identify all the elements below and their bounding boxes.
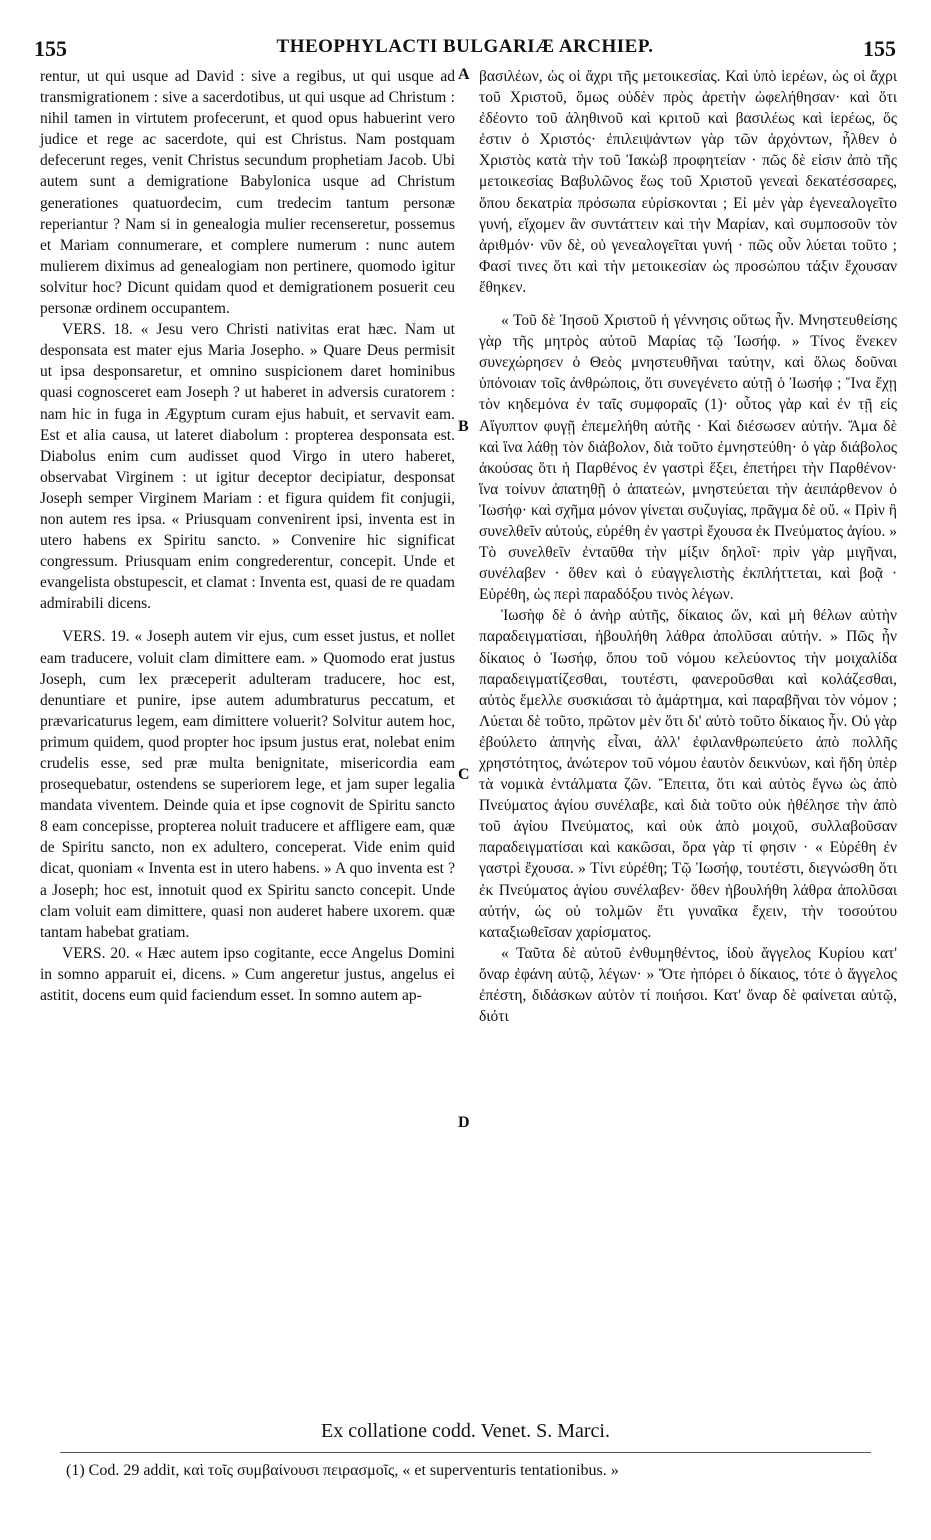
running-title: THEOPHYLACTI BULGARIÆ ARCHIEP. bbox=[276, 36, 654, 57]
latin-paragraph: VERS. 18. « Jesu vero Christi nativitas erat hæc. Nam ut desponsata est mater ejus Maria Josepho. » Quare Deus permisit ut ipsa desponsaretur, et omnino suspicionem daret hominibus quasi cognosceret eam Joseph ? ut haberet in adversis curatorem : nam hic in fuga in Ægyptum curam ejus habuit, et servavit eam. Est et alia causa, ut lateret diabolum : propterea desponsata est. Diabolus enim cum audisset quod Virgo in utero haberet, observabat Virginem : ut igitur deceptor decipiatur, desponsat Joseph semper Virginem Mariam : et figura quidem fit conjugii, non autem res ipsa. « Priusquam convenirent ipsi, inventa est in utero habens ex Spiritu sancto. » Convenire hic significat congressum. Priusquam enim congrederentur, concepit. Unde et evangelista obstupescit, et clamat : Inventa est, quasi de re quadam admirabili dicens. bbox=[40, 321, 455, 613]
collation-note: Ex collatione codd. Venet. S. Marci. bbox=[320, 1420, 610, 1442]
greek-paragraph: « Ταῦτα δὲ αὐτοῦ ἐνθυμηθέντος, ἰδοὺ ἄγγελος Κυρίου κατ' ὄναρ ἐφάνη αὐτῷ, λέγων· » Ὅτε ἠπόρει ὁ δίκαιος, τότε ὁ ἄγγελος ἐπέστη, διδάσκων αὐτὸν τί ποιήσοι. Κατ' ὄναρ δὲ φαίνεται αὐτῷ, διότι bbox=[479, 944, 897, 1026]
greek-paragraph: Ἰωσὴφ δὲ ὁ ἀνὴρ αὐτῆς, δίκαιος ὤν, καὶ μὴ θέλων αὐτὴν παραδειγματίσαι, ἠβουλήθη λάθρα ἀπολῦσαι αὐτήν. » Πῶς ἦν δίκαιος ὁ Ἰωσήφ, ὅπου τοῦ νόμου κελεύοντος τὴν μοιχαλίδα παραδειγματίζεσθαι, τουτέστι, φανεροῦσθαι καὶ κολάζεσθαι, αὐτὸς ἔμελλε συσκιάσαι τὸ ἁμάρτημα, καὶ παραβῆναι τὸν νόμον ; Λύεται δὲ τοῦτο, πρῶτον μὲν ὅτι δι' αὐτὸ τοῦτο δίκαιος ἦν. Οὐ γὰρ ἐβούλετο ἀπηνὴς εἶναι, ἀλλ' ἐφιλανθρωπεύετο ἀπὸ πολλῆς χρηστότητος, ἀνώτερον τοῦ νόμου ἑαυτὸν δεικνύων, καὶ ἤδη ὑπὲρ τὰ νομικὰ ἐντάλματα ζῶν. Ἔπειτα, ὅτι καὶ αὐτὸς ἔγνω ὡς ἀπὸ Πνεύματος ἁγίου συνέλαβε, καὶ διὰ τοῦτο οὐκ ἠθέλησε τὴν ἀπὸ τοῦ ἁγίου Πνεύματος, καὶ οὐκ ἀπὸ μοιχοῦ, συλλαβοῦσαν παραδειγματίσαι καὶ κακῶσαι, ὅρα γὰρ τί φησιν · « Εὑρέθη ἐν γαστρὶ ἔχουσα. » Τίνι εὑρέθη; Τῷ Ἰωσήφ, τουτέστι, διεγνώσθη ὅτι ἐκ Πνεύματος ἁγίου συνέλαβεν· ὅθεν ἠβουλήθη λάθρα ἀπολῦσαι αὐτήν, ὡς οὐ τολμῶν ἔτι γυναῖκα ἔχειν, τὴν τοσούτου καταξιωθεῖσαν χαρίσματος. bbox=[479, 607, 897, 941]
latin-paragraph: VERS. 20. « Hæc autem ipso cogitante, ecce Angelus Domini in somno apparuit ei, dicens. » Cum angeretur justus, angelus ei astitit, docens eum quid faciendum esset. In somno autem ap- bbox=[40, 944, 455, 1005]
page-number-right: 155 bbox=[863, 36, 896, 61]
margin-marker-b: B bbox=[458, 418, 469, 435]
margin-marker-d: D bbox=[458, 1114, 470, 1131]
footnote: (1) Cod. 29 addit, καὶ τοῖς συμβαίνουσι πειρασμοῖς, « et superventuris tentationibus. » bbox=[66, 1462, 619, 1479]
latin-column bbox=[40, 66, 455, 1006]
greek-paragraph: « Τοῦ δὲ Ἰησοῦ Χριστοῦ ἡ γέννησις οὕτως ἦν. Μνηστευθείσης γὰρ τῆς μητρὸς αὐτοῦ Μαρίας τῷ Ἰωσήφ. » Τίνος ἕνεκεν συνεχώρησεν ὁ Θεὸς μνηστευθῆναι ταύτην, καὶ ὅλως δοῦναι ὑπόνοιαν τοῖς ἀνθρώποις, ὅτι συνεγένετο αὐτῇ ὁ Ἰωσήφ ; Ἵνα ἔχῃ τὸν κηδεμόνα ἐν ταῖς συμφοραῖς (1)· οὗτος γὰρ καὶ ἐν τῇ εἰς Αἴγυπτον φυγῇ ἐπεμελήθη αὐτῆς · Καὶ διέσωσεν αὐτήν. Ἅμα δὲ καὶ ἵνα λάθῃ τὸν διάβολον, διὰ τοῦτο ἐμνηστεύθη· ὁ γὰρ διάβολος ἀκούσας ὅτι ἡ Παρθένος ἐν γαστρὶ ἕξει, ἐπετήρει τὴν Παρθένον· ἵνα τοίνυν ἀπατηθῇ ὁ ἀπατεών, μνηστεύεται τὴν ἀειπάρθενον ὁ Ἰωσήφ· καὶ σχῆμα μόνον γίνεται συζυγίας, πρᾶγμα δὲ οὔ. « Πρὶν ἢ συνελθεῖν αὐτούς, εὑρέθη ἐν γαστρὶ ἔχουσα ἐκ Πνεύματος ἁγίου. » Τὸ συνελθεῖν ἐνταῦθα τὴν μίξιν δηλοῖ· πρὶν γὰρ μιγῆναι, συνέλαβεν · ὅθεν καὶ ὁ εὐαγγελιστὴς ἐκπλήττεται, καὶ βοᾷ · Εὑρέθη, ὡς περὶ παραδόξου τινὸς λέγων. bbox=[479, 312, 897, 604]
page-number-left: 155 bbox=[34, 36, 67, 61]
footnote-divider bbox=[60, 1452, 871, 1453]
margin-marker-c: C bbox=[458, 766, 470, 783]
margin-marker-a: A bbox=[458, 66, 470, 83]
greek-column bbox=[479, 66, 897, 1027]
greek-paragraph: βασιλέων, ὡς οἱ ἄχρι τῆς μετοικεσίας. Καὶ ὑπὸ ἱερέων, ὡς οἱ ἄχρι τοῦ Χριστοῦ, ὅμως οὐδὲν πρὸς ἀρετὴν ὠφελήθησαν· καὶ ὅτι ἐδέοντο τοῦ ἀληθινοῦ καὶ κριτοῦ καὶ βασιλέως καὶ ἱερέως, ὅς ἐστιν ὁ Χριστός· ἐπιλειψάντων γὰρ τῶν ἀρχόντων, ἦλθεν ὁ Χριστὸς κατὰ τὴν τοῦ Ἰακὼβ προφητείαν · πῶς δὲ εἰσιν ἀπὸ τῆς μετοικεσίας Βαβυλῶνος ἕως τοῦ Χριστοῦ γενεαὶ δεκατέσσαρες, ὅπου δεκατρία πρόσωπα εὑρίσκονται ; Εἰ μὲν γὰρ ἐγενεαλογεῖτο γυνή, εἴχομεν ἂν συντάττειν καὶ τὴν Μαρίαν, καὶ συμποσοῦν τὸν ἀριθμόν· νῦν δὲ, οὐ γενεαλογεῖται γυνή · πῶς οὖν λύεται τοῦτο ; Φασί τινες ὅτι καὶ τὴν μετοικεσίαν ὡς προσώπου τάξιν ἔχουσαν ἔθηκεν. bbox=[479, 68, 897, 296]
latin-paragraph: VERS. 19. « Joseph autem vir ejus, cum esset justus, et nollet eam traducere, voluit clam dimittere eam. » Quomodo erat justus Joseph, cum lex præceperit adulteram traducere, hoc est, denuntiare et punire, ipse autem adumbraturus peccatum, et prævaricaturus legem, eam dimittere voluerit? Solvitur autem hoc, primum quidem, quod propter hoc ipsum justus erat, nolebat enim crudelis esse, sed præ multa benignitate, misericordia eam prosequebatur, ostendens se superiorem lege, et jam super legalia mandata viventem. Deinde quia et ipse cognovit de Spiritu sancto 8 eam concepisse, propterea noluit traducere et affligere eam, quæ de Spiritu sancto, non ex adultero, conceperat. Vide enim quid dicat, quoniam « Inventa est in utero habens. » A quo inventa est ? a Joseph; hoc est, innotuit quod ex Spiritu sancto concepit. Unde clam voluit eam dimittere, quasi non auderet habere uxorem. quæ tantam habebat gratiam. bbox=[40, 628, 455, 941]
latin-paragraph: rentur, ut qui usque ad David : sive a regibus, ut qui usque ad transmigrationem : sive a sacerdotibus, ut qui usque ad Christum : nihil tamen in virtutem profecerunt, et quod opus habuerint vero judice et rege ac sacerdote, qui est Christus. Nam postquam defecerunt reges, venit Christus secundum prophetiam Jacob. Ubi autem sunt a demigratione Babylonica usque ad Christum generationes quatuordecim, cum tredecim tantum personæ reperiantur ? Nam si in genealogia mulier recenseretur, possemus et Mariam connumerare, et complere numerum : nunc autem mulierem diximus ad genealogiam non pertinere, quomodo igitur solvitur hoc? Dicunt quidam quod et demigrationem posuerit ceu personæ ordinem occupantem. bbox=[40, 68, 455, 318]
page-header bbox=[34, 36, 896, 62]
